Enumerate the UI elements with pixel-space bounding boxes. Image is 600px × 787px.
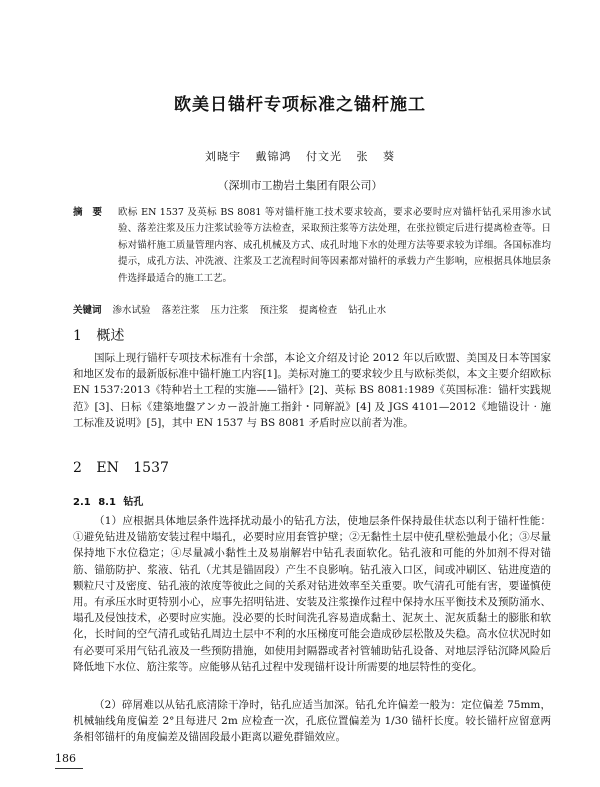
section-2-heading: 2 EN 1537 [73, 460, 169, 476]
author-list: 刘晓宇 戴锦鸿 付文光 张 葵 [205, 150, 395, 163]
section-2-paragraph-2: （2）碎屑难以从钻孔底清除干净时，钻孔应适当加深。钻孔允许偏差一般为：定位偏差 75mm，机械轴线角度偏差 2°且每进尺 2m 应检查一次，孔底位置偏差为 1/30 锚杆长度。较长锚杆应留意两条相邻锚杆的角度偏差及锚固段最小距离以避免群锚效应。 [73, 699, 551, 744]
abstract-block [73, 205, 551, 287]
paper-title: 欧美日锚杆专项标准之锚杆施工 [174, 95, 426, 115]
affiliation: （深圳市工勘岩土集团有限公司） [217, 179, 383, 192]
page-number: 186 [55, 752, 76, 765]
page-number-rule [55, 768, 83, 769]
abstract-text: 欧标 EN 1537 及英标 BS 8081 等对锚杆施工技术要求较高，要求必要时应对锚杆钻孔采用渗水试验、落差注浆及压力注浆试验等方法检查，采取预注浆等方法处理，在张拉锁定后进行提离检查等。日标对锚杆施工质量管理内容、成孔机械及方式、成孔时地下水的处理方法等要求较为详细。各国标准均提示，成孔方法、冲洗液、注浆及工艺流程时间等因素都对锚杆的承载力产生影响，应根据具体地层条件选择最适合的施工工艺。 [118, 207, 551, 284]
section-2-paragraph-1: （1）应根据具体地层条件选择扰动最小的钻孔方法，使地层条件保持最佳状态以利于锚杆性能：①避免钻进及锚筋安装过程中塌孔，必要时应用套管护壁；②无黏性土层中使孔壁松弛最小化；③尽量保持地下水位稳定；④尽量减小黏性土及易崩解岩中钻孔表面软化。钻孔液和可能的外加剂不得对锚筋、锚筋防护、浆液、钻孔（尤其是锚固段）产生不良影响。钻孔液入口区，间或冲刷区、钻进度造的颗粒尺寸及密度、钻孔液的浓度等彼此之间的关系对钻进效率至关重要。吹气清孔可能有害，要谨慎使用。有承压水时更特别小心，应事先招明钻进、安装及注浆操作过程中保持水压平衡技术及预防涌水、塌孔及侵蚀技术，必要时应实施。没必要的长时间洗孔容易造成黏土、泥灰土、泥灰质黏土的膨胀和软化，长时间的空气清孔或钻孔周边土层中不利的水压梯度可能会造成砂层松散及失稳。高水位状况时如有必要可采用气钻孔液及一些预防措施，如使用封隔器或者衬管辅助钻孔设备、对地层浮钻沉降风险后降低地下水位、筋注浆等。应能够从钻孔过程中发现锚杆设计所需要的地层特性的变化。 [73, 515, 551, 673]
abstract-label: 摘要 [73, 207, 113, 218]
keywords-block [73, 303, 551, 319]
section-1-heading: 1 概述 [73, 328, 125, 344]
section-1-paragraph: 国际上现行锚杆专项技术标准有十余部，本论文介绍及讨论 2012 年以后欧盟、美国及日本等国家和地区发布的最新版标准中锚杆施工内容[1]。美标对施工的要求较少且与欧标类似，本文主要介绍欧标 EN 1537:2013《特种岩土工程的实施——锚杆》[2]、英标 BS 8081:1989《英国标准：锚杆实践规范》[3]、日标《建築地盤アンカー設計施工指針・同解説》[4] 及 JGS 4101—2012《地锚设计 · 施工标准及说明》[5]，其中 EN 1537 与 BS 8081 矛盾时应以前者为准。 [73, 352, 551, 429]
keywords-text: 渗水试验 落差注浆 压力注浆 预注浆 提离检查 钻孔止水 [112, 305, 387, 316]
keywords-label: 关键词 [73, 305, 102, 316]
subsection-2-1-heading: 2.1 8.1 钻孔 [73, 497, 144, 508]
